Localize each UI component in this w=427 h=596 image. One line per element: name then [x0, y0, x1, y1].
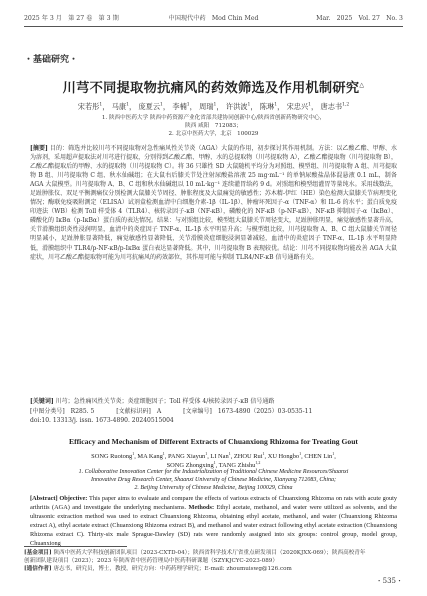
author-en: SONG Zhongxing — [166, 462, 214, 470]
author-cn: 周瑞 — [199, 102, 214, 111]
author-en: XU Hongbo — [267, 453, 300, 461]
author-cn-aff: 1 — [247, 102, 251, 108]
affiliation-cn-line: 陕西 咸阳 712083； — [185, 123, 242, 129]
clc-number: [中图分类号] R285. 5 — [30, 408, 95, 415]
author-cn-aff: 1 — [274, 102, 278, 108]
methods-label: Methods: — [188, 504, 215, 512]
abstract-cn-text: 目的：筛选并比较川芎不同提取物对急性痛风性关节炎（AGA）大鼠的作用，初步探讨其作用机制。方法：以乙酸乙酯、甲醇、水为溶剂，采用超声提取法对川芎进行提取，分别得到乙酸乙酯、甲醇、水的总提取物（川芎提取物 A），乙酸乙酯提取物（川芎提取物 B），乙酸乙酯提取后的甲醇、水的提取物（川芎提取物 C）。将 36 只雄性 SD 大鼠随机平均分为对照组、模型组、川芎提取物 A 组、川芎提取物 B 组、川芎提取物 C 组、秋水仙碱组；在大鼠右后膝关节处注射尿酸盐溶液 25 mg·mL⁻¹ 的单钠尿酸盐晶体混悬液 0.1 mL，制备 AGA 大鼠模型。川芎提取物 A、B、C 组和秋水仙碱组以 10 mL·kg⁻¹ 连续灌胃给药 9 d。对照组和模型组灌胃等量纯水。采用线数法，足趾肿胀仪、双足平衡测痛仪分别检测大鼠膝关节周径、肿胀程度及大鼠痛觉的敏感性；苏木精-伊红（HE）染色检测大鼠膝关节病理变化情况；酶联免疫吸附测定（ELISA）试剂盒检测血清中白细胞介素-1β（IL-1β）、肿瘤坏死因子-α（TNF-α）和 IL-6 的水平；蛋白质免疫印迹法（WB）检测 Toll 样受体 4（TLR4）、核转录因子-κB（NF-κB），磷酸化的 NF-κB（p-NF-κB）、NF-κB 抑制因子-α（IκBα）、磷酸化的 IκBα（p-IκBα）蛋白质的表达情况。结果：与对照组比较，模型组大鼠膝关节周径变大，足趾肿胀明显，痛觉敏感性显著升高，关节滑膜组织炎性浸润明显，血清中的炎症因子 TNF-α、IL-1β 水平明显升高；与模型组比较，川芎提取物 A、B、C 组大鼠膝关节周径明显减小，足趾肿胀显著降低，痛觉敏感性显著降低，关节滑膜炎症细胞浸润显著减轻，血清中的炎症因子 TNF-α、IL-1β 水平明显降低，滑膜组织中 TLR4/p-NF-κB/p-IκBα 蛋白表达显著降低。其中，川芎提取物 B 表现较优。结论：川芎不同提取物均能改善 AGA 大鼠症状，川芎乙酸乙酯提取物可能为川芎抗痛风的药效部位，其作用可能与抑制 TLR4/NF-κB 信号通路有关。 — [30, 145, 397, 261]
author-cn-aff: 1 — [213, 102, 217, 108]
author-cn-aff: 1 — [126, 102, 129, 108]
author-cn: 陈琳 — [259, 102, 275, 111]
author-en: SONG Ruotong — [91, 453, 133, 461]
corresponding-text: 唐志书，研究员，博士，教授，研究方向：中药药理学研究；E-mail: zhoumuiswg@126.com — [53, 566, 292, 572]
author-en: TANG Zhishu — [218, 462, 256, 470]
abstract-en-label: [Abstract] — [30, 495, 58, 502]
author-cn: 许洪波 — [225, 102, 248, 111]
author-en-aff: 1 — [205, 451, 208, 456]
objective-label: Objective: — [59, 495, 88, 502]
title-cn-mark: △ — [359, 81, 365, 89]
author-en-aff: 1 — [228, 451, 231, 456]
author-list-cn: 宋若彤$^1$， 马康$^1$， 庞夏云$^1$， 李楠$^1$， 周瑞$^1$， 许洪波$^1$， 陈琳$^1$， 宋忠兴$^1$， 唐志书$^{1,2}$ — [77, 102, 350, 111]
header-rule — [24, 26, 403, 27]
author-en: ZHOU Rui — [233, 453, 263, 461]
author-en-aff: 1 — [299, 451, 302, 456]
author-cn-aff: 1 — [160, 102, 163, 108]
abstract-cn-label: [摘要] — [30, 145, 48, 152]
funding-footnote — [24, 549, 367, 565]
title-cn-text: 川芎不同提取物抗痛风的药效筛选及作用机制研究 — [62, 81, 360, 96]
author-cn: 马康 — [111, 102, 127, 111]
keywords-cn-text: 川芎；急性痛风性关节炎；炎症细胞因子；Toll 样受体 4/核转录因子-κB 信号通路 — [55, 398, 275, 405]
funding-label: [基金项目] — [24, 550, 52, 556]
methods-text: Ethyl acetate, methanol, and water were utilized as solvents, and the ultrasonic extraction method was used to extract Chuanxiong Rhizoma, obtaining ethyl acetate, methanol, and water (Chuanxiong Rhizoma extract A), ethyl acetate extract (Chuanxiong Rhizoma extract B), and methanol and water extract following ethyl acetate extraction (Chuanxiong Rhizoma extract C). Thirty-six male Sprague-Dawley (SD) rats were randomly assigned into six groups: control group, model group, Chuanxiong — [30, 504, 397, 548]
header-journal-name: 中国现代中药 Mod Chin Med — [168, 15, 259, 22]
keywords-cn — [30, 398, 397, 406]
author-cn-aff: 1 — [99, 102, 103, 108]
author-cn-aff: 1,2 — [342, 102, 350, 108]
author-en-aff: 1 — [332, 451, 335, 456]
author-en-aff: 1 — [213, 460, 216, 466]
classification-row — [30, 408, 397, 416]
affiliation-en-line: 1. Collaborative Innovation Center for the Industrialization of Traditional Chinese Medicine Resources/Shaanxi — [78, 469, 349, 475]
author-en: MA Kang — [137, 453, 163, 461]
affiliation-cn-line: 2. 北京中医药大学，北京 100029 — [168, 131, 259, 137]
abstract-en — [30, 494, 397, 549]
funding-text: 陕西中医药大学科技创新团队项目（2023-CXTD-04）；陕西省科学技术厅省重点研发项目（2020KJXX-069）；陕西高校青年创新团队建设项目（2023）；2023 年陕西省中医药管理局中医药科研课题（SZYKJCYC-2023-089） — [24, 550, 366, 564]
title-cn — [24, 77, 403, 96]
author-en-aff: 1,2 — [255, 460, 261, 466]
affiliation-en-line: 2. Beijing University of Chinese Medicine, Beijing 100029, China — [134, 485, 293, 491]
footnote-rule — [24, 546, 127, 547]
author-cn-aff: 1 — [186, 102, 190, 108]
author-cn: 庞夏云 — [138, 102, 161, 111]
author-en-aff: 1 — [262, 451, 265, 456]
objective-text: This paper aims to evaluate and compare the effects of various extracts of Chuanxiong Rhizoma on rats with acute gouty arthritis (AGA) and investigate the underlying mechanisms. — [30, 495, 397, 512]
page-number: ・535・ — [375, 577, 403, 585]
article-number: [文章编号] 1673-4890（2025）03-0535-11 — [183, 408, 313, 415]
keywords-cn-label: [关键词] — [30, 398, 54, 405]
title-en: Efficacy and Mechanism of Different Extracts of Chuanxiong Rhizoma for Treating Gout — [69, 437, 358, 446]
author-cn: 唐志书 — [320, 102, 343, 111]
doi-line: doi:10. 13313/j. issn. 1673-4890. 20240515004 — [30, 417, 174, 424]
affiliation-en-line: Innovative Drug Research Center, Shaanxi University of Chinese Medicine, Xianyang 712083, China; — [90, 477, 337, 483]
running-header — [24, 13, 403, 23]
author-cn: 宋若彤 — [77, 102, 100, 111]
corresponding-label: [通信作者] — [24, 566, 52, 572]
author-en-aff: 1 — [162, 451, 165, 456]
author-cn: 李楠 — [172, 102, 187, 111]
header-issue-cn: 2025 年 3 月 第 27 卷 第 3 期 — [24, 15, 119, 22]
header-issue-en: Mar. 2025 Vol. 27 No. 3 — [316, 15, 403, 22]
author-en: PANG Xiayun — [167, 453, 206, 461]
affiliation-cn-line: 1. 陕西中医药大学 陕西中药资源产业化省部共建协同创新中心/陕西省创新药物研究中心， — [101, 115, 326, 121]
author-cn-aff: 1 — [308, 102, 312, 108]
document-code: [文献标识码] A — [116, 408, 162, 415]
author-en-aff: 1 — [132, 451, 135, 456]
author-en: LI Nan — [210, 453, 229, 461]
author-list-en: SONG Ruotong$^1$, MA Kang$^1$, PANG Xiayun$^1$, LI Nan$^1$, ZHOU Rui$^1$, XU Hongbo$^1$, CHEN Lin$^1$, SONG Zhongxing$^1$, TANG Zhishu$^{1,2}$ — [91, 451, 336, 470]
section-label: ・基础研究・ — [24, 55, 79, 65]
corresponding-author-footnote — [24, 565, 367, 573]
author-cn: 宋忠兴 — [286, 102, 309, 111]
abstract-cn — [30, 144, 397, 262]
author-en: CHEN Lin — [304, 453, 333, 461]
